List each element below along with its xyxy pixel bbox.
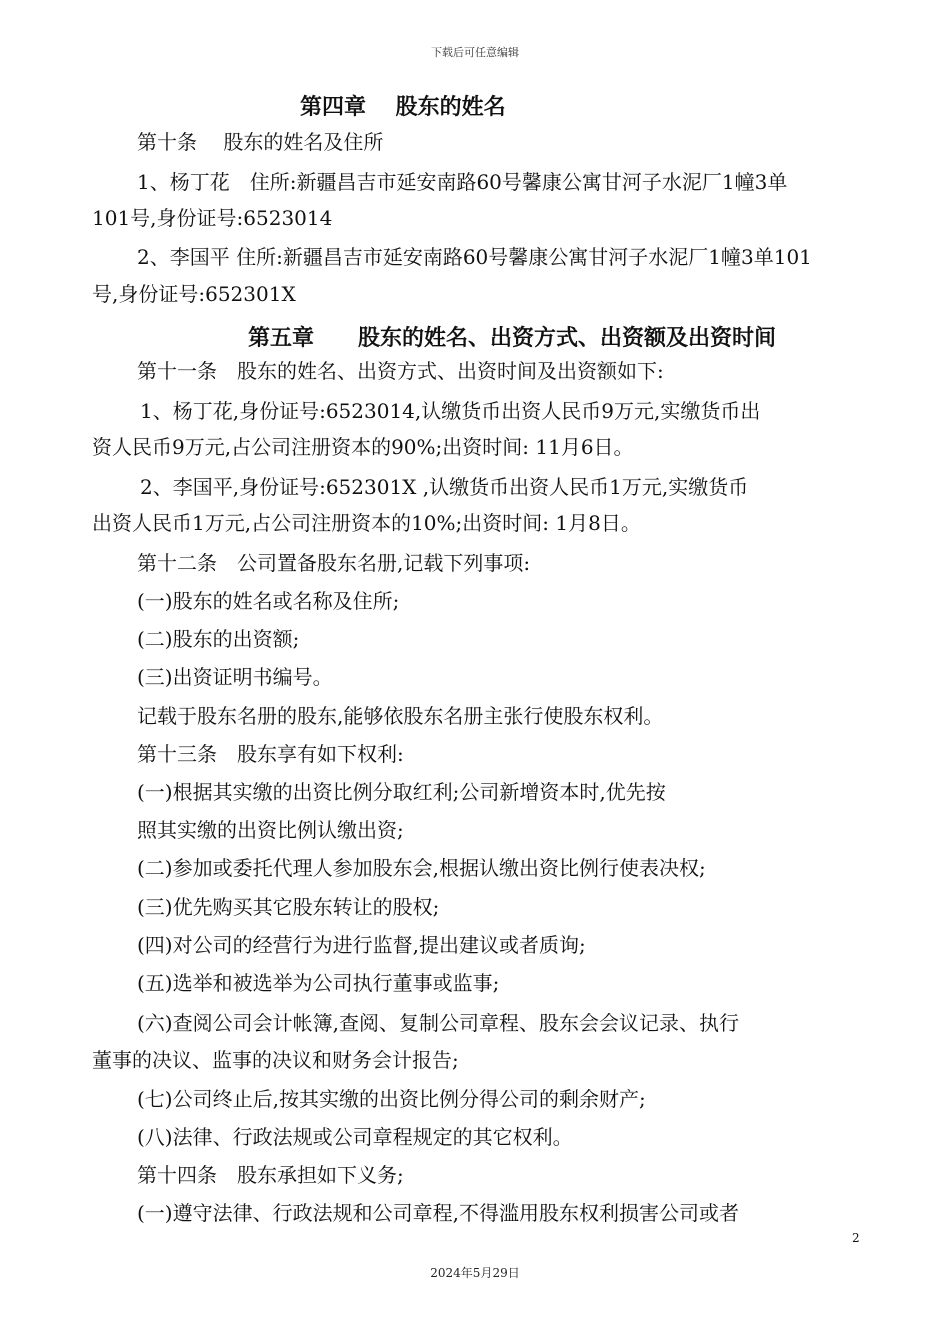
- article-13-item-1-line-2: 照其实缴的出资比例认缴出资;: [137, 818, 404, 842]
- article-13-item-7: (七)公司终止后,按其实缴的出资比例分得公司的剩余财产;: [137, 1087, 646, 1111]
- page-footer-date: 2024年5月29日: [430, 1266, 520, 1280]
- article-13: 第十三条 股东享有如下权利:: [137, 742, 404, 766]
- article-12-item-2: (二)股东的出资额;: [137, 627, 300, 651]
- article-13-item-4: (四)对公司的经营行为进行监督,提出建议或者质询;: [137, 933, 586, 957]
- article-14-item-1: (一)遵守法律、行政法规和公司章程,不得滥用股东权利损害公司或者: [137, 1201, 739, 1225]
- shareholder-1-address-line-1: 1、杨丁花 住所:新疆昌吉市延安南路60号馨康公寓甘河子水泥厂1幢3单: [137, 170, 788, 194]
- article-12: 第十二条 公司置备股东名册,记载下列事项:: [137, 551, 531, 575]
- article-13-item-8: (八)法律、行政法规或公司章程规定的其它权利。: [137, 1125, 573, 1149]
- page-header: 下载后可任意编辑: [431, 46, 519, 59]
- article-12-note: 记载于股东名册的股东,能够依股东名册主张行使股东权利。: [137, 704, 664, 728]
- article-13-item-6-line-2: 董事的决议、监事的决议和财务会计报告;: [92, 1048, 459, 1072]
- article-13-item-3: (三)优先购买其它股东转让的股权;: [137, 895, 440, 919]
- shareholder-2-address-line-2: 号,身份证号:652301X: [92, 282, 296, 306]
- article-13-item-1-line-1: (一)根据其实缴的出资比例分取红利;公司新增资本时,优先按: [137, 780, 666, 804]
- article-13-item-5: (五)选举和被选举为公司执行董事或监事;: [137, 971, 500, 995]
- article-13-item-2: (二)参加或委托代理人参加股东会,根据认缴出资比例行使表决权;: [137, 856, 706, 880]
- article-10: 第十条 股东的姓名及住所: [137, 130, 384, 154]
- article-14: 第十四条 股东承担如下义务;: [137, 1163, 404, 1187]
- contribution-1-line-2: 资人民币9万元,占公司注册资本的90%;出资时间: 11月6日。: [92, 435, 634, 459]
- shareholder-1-address-line-2: 101号,身份证号:6523014: [92, 206, 333, 230]
- article-12-item-1: (一)股东的姓名或名称及住所;: [137, 589, 400, 613]
- article-11: 第十一条 股东的姓名、出资方式、出资时间及出资额如下:: [137, 359, 664, 383]
- chapter-5-title: 第五章 股东的姓名、出资方式、出资额及出资时间: [248, 326, 777, 351]
- article-12-item-3: (三)出资证明书编号。: [137, 665, 333, 689]
- chapter-4-title: 第四章 股东的姓名: [300, 95, 506, 120]
- contribution-2-line-2: 出资人民币1万元,占公司注册资本的10%;出资时间: 1月8日。: [92, 511, 641, 535]
- article-13-item-6-line-1: (六)查阅公司会计帐簿,查阅、复制公司章程、股东会会议记录、执行: [137, 1011, 739, 1035]
- contribution-1-line-1: 1、杨丁花,身份证号:6523014,认缴货币出资人民币9万元,实缴货币出: [140, 399, 761, 423]
- contribution-2-line-1: 2、李国平,身份证号:652301X ,认缴货币出资人民币1万元,实缴货币: [140, 475, 749, 499]
- page-number: 2: [852, 1231, 860, 1245]
- shareholder-2-address-line-1: 2、李国平 住所:新疆昌吉市延安南路60号馨康公寓甘河子水泥厂1幢3单101: [137, 245, 812, 269]
